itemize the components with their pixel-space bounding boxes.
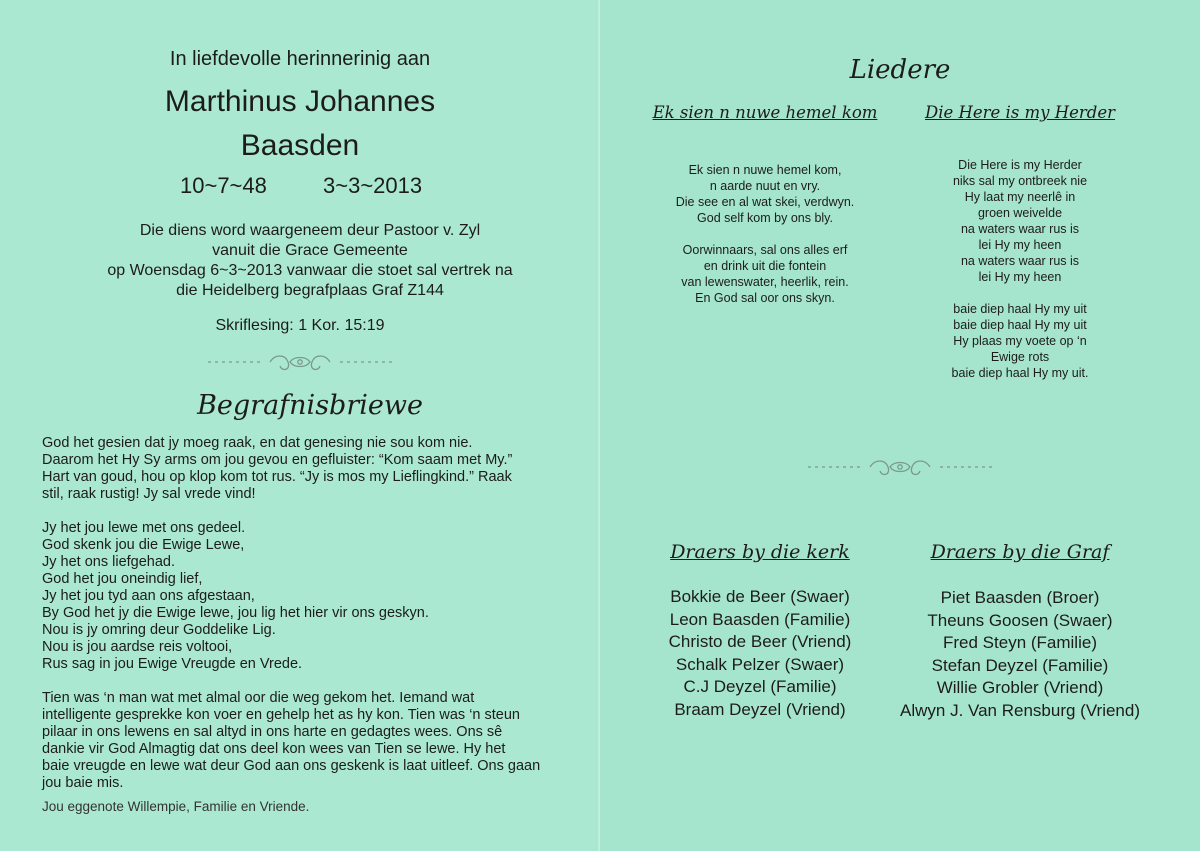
song-stanza — [620, 162, 910, 226]
lyric-line: lei Hy my heen — [978, 270, 1062, 284]
service-line: Die diens word waargeneem deur Pastoor v. Zyl — [139, 222, 481, 239]
letters-signature: Jou eggenote Willempie, Familie en Vriende. — [42, 799, 310, 814]
letter-line: God het jou oneindig lief, — [42, 571, 203, 587]
memorial-intro: In liefdevolle herinnerinig aan — [169, 48, 431, 70]
bearer-name: Christo de Beer (Vriend) — [668, 632, 852, 651]
lyric-line: van lewenswater, heerlik, rein. — [681, 275, 849, 289]
lyric-line: En God sal oor ons skyn. — [695, 291, 835, 305]
letter-line: Nou is jy omring deur Goddelike Lig. — [42, 622, 276, 638]
lyric-line: na waters waar rus is — [960, 254, 1080, 268]
lyric-line: Hy laat my neerlê in — [964, 190, 1076, 204]
letter-line: stil, raak rustig! Jy sal vrede vind! — [42, 486, 256, 502]
letter-line: Jy het jou lewe met ons gedeel. — [42, 520, 246, 536]
bearer-name: Fred Steyn (Familie) — [943, 633, 1097, 652]
letters-title: Begrafnisbriewe — [197, 390, 423, 421]
letter-line: Tien was ‘n man wat met almal oor die weg gekom het. Iemand wat — [42, 690, 475, 706]
letter-line: Daarom het Hy Sy arms om jou gevou en gefluister: “Kom saam met My.” — [42, 452, 513, 468]
letter-line: pilaar in ons lewens en sal altyd in ons harte en gedagtes wees. Ons sê — [42, 724, 503, 740]
bearer-name: Theuns Goosen (Swaer) — [927, 610, 1113, 630]
deceased-name — [0, 80, 600, 168]
lyric-line: Die see en al wat skei, verdwyn. — [675, 195, 855, 209]
flourish-ornament-icon — [800, 457, 1000, 477]
letter-line: Nou is jou aardse reis voltooi, — [42, 639, 233, 655]
letters-body — [42, 435, 602, 809]
death-date: 3~3~2013 — [323, 173, 423, 198]
bearer-name: Schalk Pelzer (Swaer) — [675, 654, 845, 674]
letter-line: Jy het jou tyd aan ons afgestaan, — [42, 588, 255, 604]
song-title: Die Here is my Herder — [924, 103, 1116, 122]
letter-line: dankie vir God Almagtig dat ons deel kon wees van Tien se lewe. Hy het — [42, 741, 506, 757]
bearer-name: Willie Grobler (Vriend) — [936, 678, 1104, 697]
lyric-line: niks sal my ontbreek nie — [952, 174, 1088, 188]
song-lyrics — [620, 162, 910, 322]
service-line: vanuit die Grace Gemeente — [212, 242, 408, 259]
letter-line: intelligente gesprekke kon voer en gehelp het as hy kon. Tien was ‘n steun — [42, 707, 520, 723]
service-line: die Heidelberg begrafplaas Graf Z144 — [176, 282, 444, 299]
bearer-name: Braam Deyzel (Vriend) — [674, 699, 846, 719]
lyric-line: en drink uit die fontein — [703, 259, 827, 273]
lyric-line: baie diep haal Hy my uit — [953, 302, 1087, 316]
name-line-1: Marthinus Johannes — [164, 85, 436, 118]
bearer-name: Stefan Deyzel (Familie) — [931, 655, 1109, 675]
letter-line: Hart van goud, hou op klop kom tot rus. “Jy is mos my Lieflingkind.” Raak — [42, 469, 512, 485]
bearer-name: Bokkie de Beer (Swaer) — [670, 587, 850, 606]
right-page — [600, 0, 1200, 851]
lyric-line: n aarde nuut en vry. — [709, 179, 821, 193]
lyric-line: groen weivelde — [977, 206, 1063, 220]
lyric-line: God self kom by ons bly. — [697, 211, 833, 225]
lyric-line: na waters waar rus is — [960, 222, 1080, 236]
song-stanza — [870, 157, 1170, 285]
church-bearers-title: Draers by die kerk — [670, 541, 850, 563]
life-dates — [180, 173, 440, 199]
letter-line: jou baie mis. — [42, 775, 124, 791]
letter-line: God skenk jou die Ewige Lewe, — [42, 537, 245, 553]
letter-line: Jy het ons liefgehad. — [42, 554, 176, 570]
letter-paragraph — [42, 435, 602, 503]
song-stanza — [870, 301, 1170, 381]
name-line-2: Baasden — [240, 129, 360, 162]
service-details — [40, 221, 580, 301]
letter-line: God het gesien dat jy moeg raak, en dat genesing nie sou kom nie. — [42, 435, 473, 451]
song-title: Ek sien n nuwe hemel kom — [652, 103, 878, 122]
song-stanza — [620, 242, 910, 306]
service-line: op Woensdag 6~3~2013 vanwaar die stoet sal vertrek na — [107, 262, 513, 279]
song-lyrics — [870, 157, 1170, 397]
lyric-line: baie diep haal Hy my uit — [953, 318, 1087, 332]
flourish-ornament-icon — [200, 352, 400, 372]
lyric-line: Oorwinnaars, sal ons alles erf — [682, 243, 848, 257]
letter-line: Rus sag in jou Ewige Vreugde en Vrede. — [42, 656, 303, 672]
birth-date: 10~7~48 — [180, 173, 267, 198]
scripture-reading: Skriflesing: 1 Kor. 15:19 — [215, 317, 385, 334]
grave-bearers-list — [855, 587, 1185, 722]
lyric-line: Hy plaas my voete op ‘n — [953, 334, 1087, 348]
lyric-line: baie diep haal Hy my uit. — [951, 366, 1089, 380]
bearer-name: C.J Deyzel (Familie) — [683, 677, 837, 696]
bearer-name: Leon Baasden (Familie) — [669, 609, 851, 629]
bearer-name: Piet Baasden (Broer) — [940, 588, 1100, 607]
letter-paragraph — [42, 690, 602, 792]
bearer-name: Alwyn J. Van Rensburg (Vriend) — [900, 700, 1140, 720]
lyric-line: Ewige rots — [990, 350, 1050, 364]
letter-line: By God het jy die Ewige lewe, jou lig het hier vir ons geskyn. — [42, 605, 429, 621]
lyric-line: Ek sien n nuwe hemel kom, — [688, 163, 842, 177]
letter-line: baie vreugde en lewe wat deur God aan ons geskenk is laat uitleef. Ons gaan — [42, 758, 541, 774]
letter-paragraph — [42, 520, 602, 673]
lyric-line: lei Hy my heen — [978, 238, 1062, 252]
lyric-line: Die Here is my Herder — [958, 158, 1082, 172]
grave-bearers-title: Draers by die Graf — [930, 541, 1110, 563]
songs-title: Liedere — [849, 55, 951, 85]
